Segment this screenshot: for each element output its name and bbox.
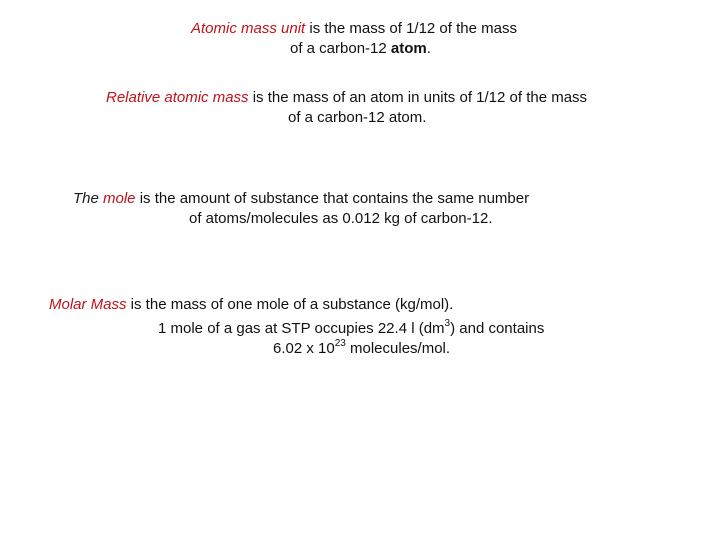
amu-line2-bold: atom (390, 40, 427, 57)
avogadro-number-base: 6.02 x 10 (273, 340, 335, 357)
molar-mass-line2-end: ) and contains (450, 320, 545, 337)
amu-line1-text: is the mass of 1/12 of the mass (305, 20, 517, 37)
dm-cubed-superscript: 3 (444, 318, 451, 329)
ram-definition-line-2 (288, 109, 426, 127)
amu-definition-line-1 (191, 20, 517, 38)
molar-mass-definition-line-3 (273, 340, 450, 358)
ram-line1-text: is the mass of an atom in units of 1/12 of the mass (248, 89, 588, 106)
amu-definition-line-2 (290, 40, 431, 58)
mole-definition-line-2 (189, 210, 493, 228)
molar-mass-term: Molar Mass (49, 296, 127, 313)
amu-line2-end: . (426, 40, 431, 57)
amu-term: Atomic mass unit (191, 20, 306, 37)
molar-mass-line3-end: molecules/mol. (345, 340, 451, 357)
molar-mass-definition-line-2 (158, 320, 544, 338)
mole-term: mole (103, 190, 136, 207)
ram-definition-line-1 (106, 89, 587, 107)
molar-mass-line2-text: 1 mole of a gas at STP occupies 22.4 l (dm (158, 320, 445, 337)
amu-line2-text: of a carbon-12 (290, 40, 391, 57)
molar-mass-definition-line-1 (49, 296, 453, 314)
mole-definition-line-1 (73, 190, 529, 208)
ram-term: Relative atomic mass (106, 89, 249, 106)
mole-term-prefix: The (73, 190, 104, 207)
avogadro-exponent: 23 (334, 338, 346, 349)
mole-line2-text: of atoms/molecules as 0.012 kg of carbon-12. (189, 210, 493, 227)
mole-line1-text: is the amount of substance that contains the same number (135, 190, 530, 207)
ram-line2-text: of a carbon-12 atom. (288, 109, 427, 126)
molar-mass-line1-text: is the mass of one mole of a substance (kg/mol). (126, 296, 454, 313)
